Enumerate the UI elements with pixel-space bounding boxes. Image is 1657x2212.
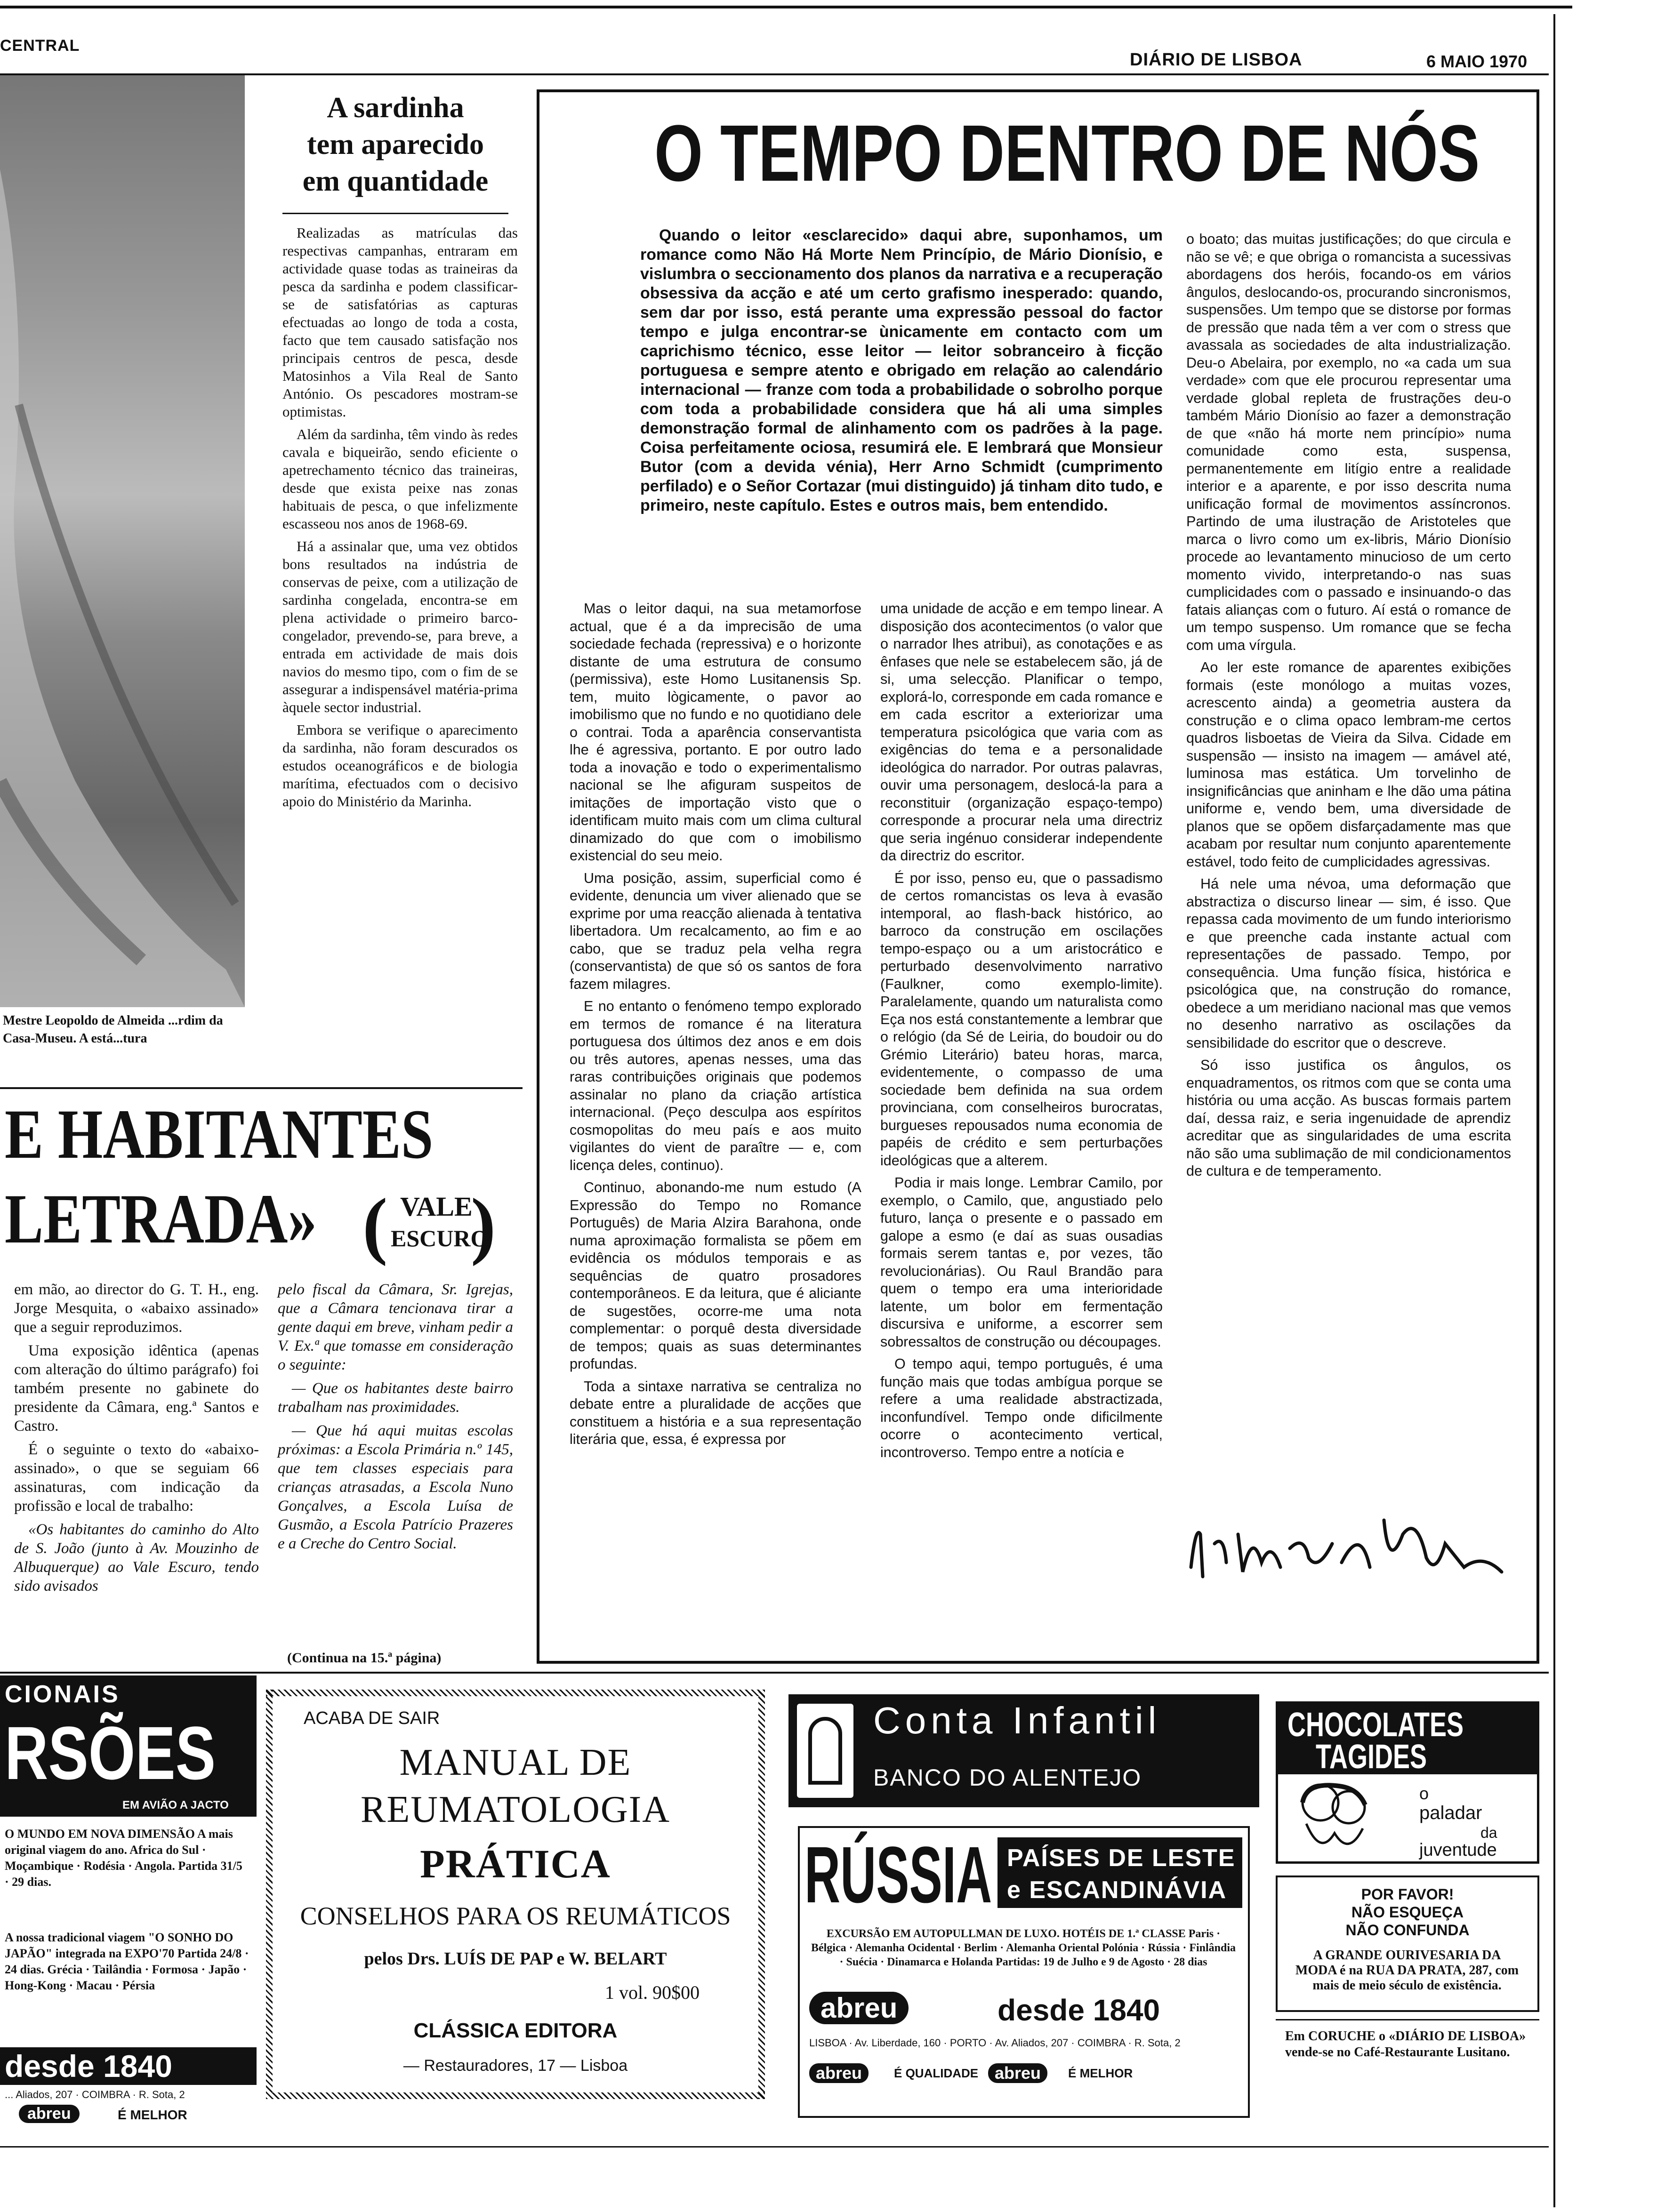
tempo-paragraph: Só isso justifica os ângulos, os enquadramentos, os ritmos com que se conta uma história ou uma acção. As buscas formais partem daí, dessa raiz, e seria ingenuidade de aprendiz acreditar que as singularidades de uma escrita não são uma sublimação de mil condicionamentos de cultura e de temperamento. (1186, 1057, 1511, 1179)
tempo-paragraph: o boato; das muitas justificações; do que circula e não se vê; e que obriga o romancista a sucessivas abordagens dos heróis, focando-os em vários ângulos, deslocando-os, procurando sincronismos, suspensões. Um tempo que se distorse por formas de pressão que nada têm a ver com o stress que avassala as sociedades de alta industrialização. Deu-o Abelaira, por exemplo, no «a cada um sua verdade» com que ele procurou representar uma verdade global repleta de frustrações deu-o também Mário Dionísio ao fazer a demonstração de que «não há morte nem princípio» numa comunidade como esta, suspensa, permanentemente em litígio entre a realidade interior e a aparente, e por isso descrita numa unificação formal de movimentos assíncronos. Partindo de uma ilustração de Aristoteles que marca o livro como um ex-libris, Mário Dionísio procede ao levantamento minucioso de um certo momento vivido, interpretando-o nas suas cumplicidades com o passado e insinuando-o das fatais alianças com o futuro. Aí está o romance de um tempo suspenso. Um romance que se fecha com uma vírgula. (1186, 231, 1511, 653)
manual-kicker: ACABA DE SAIR (304, 1708, 440, 1728)
tempo-paragraph: Uma posição, assim, superficial como é evidente, denuncia um viver alienado que se exprime por uma reacção alienada à tentativa libertadora. Um recalcamento, ao fim e ao cabo, que se traduz pela velha regra (conservantista) de que só os santos de fora fazem milagres. (570, 870, 861, 992)
bottom-rule (0, 2146, 1549, 2148)
tempo-headline: O TEMPO DENTRO DE NÓS (654, 109, 1480, 198)
ourivesaria-line1: POR FAVOR! (1361, 1886, 1454, 1903)
headline-escuro: ESCURO (391, 1225, 489, 1251)
sculpture-figure (0, 75, 245, 1007)
chocolates-title-1: CHOCOLATES (1287, 1706, 1464, 1744)
sardinha-paragraph: Há a assinalar que, uma vez obtidos bons resultados na indústria de conservas de peixe, com a utilização de sardinha congelada, encontra-se em plena actividade o primeiro barco-congelador, prevendo-se, para breve, a entrada em actividade de mais dois navios do mesmo tipo, com o fim de se assegurar a indispensável matéria-prima àquele sector industrial. (282, 538, 518, 715)
ourivesaria-body: A GRANDE OURIVESARIA DA MODA é na RUA DA PRATA, 287, com mais de meio século de existência. (1295, 1948, 1519, 1993)
manual-title-3: PRÁTICA (420, 1841, 611, 1886)
chocolates-slogan-3: da (1480, 1824, 1497, 1841)
newspaper-name: DIÁRIO DE LISBOA (1130, 50, 1303, 70)
habitantes-headline-2-row (5, 1181, 523, 1266)
habitantes-paragraph: — Que os habitantes deste bairro trabalham nas proximidades. (278, 1380, 513, 1416)
sardinha-paragraph: Embora se verifique o aparecimento da sardinha, não foram descurados os estudos oceanográficos e de biologia marítima, efectuados com o decisivo apoio do Ministério da Marinha. (282, 721, 518, 809)
headline-paren-open: ( (362, 1183, 388, 1266)
sardinha-headline-line1: A sardinha (327, 92, 464, 124)
tempo-paragraph: Ao ler este romance de aparentes exibições formais (este monólogo a muitas vozes, acrescento ainda) a geometria austera da construção e o clima opaco lembram-me certos quadros lisboetas de Vieira da Silva. Cidade em suspensão — insisto na imagem — amável até, luminosa mas estática. Um torvelinho de insignificâncias que aninham e lhe dão uma pátina uniforme e, vendo bem, uma diversidade de planos que se opõem disfarçadamente mas que acabam por resultar num conjunto aparentemente estável, todo feito de cumplicidades agressivas. (1186, 659, 1511, 870)
tempo-paragraph: E no entanto o fenómeno tempo explorado em termos de romance é na literatura portuguesa dos últimos dez anos e em dois ou três autores, apenas nesses, uma das raras contribuições originais que podemos assinalar no plano da criação artística internacional. (Peço desculpa aos espíritos cosmopolitas do meu país e aos muito vigilantes do vient de paraître — e, com licença deles, continuo). (570, 998, 861, 1173)
habitantes-paragraph: pelo fiscal da Câmara, Sr. Igrejas, que a Câmara tencionava tirar a gente daqui em breve, vinham pedir a V. Ex.ª que tomasse em consideração o seguinte: (278, 1281, 513, 1373)
bank-logo-icon (797, 1704, 853, 1798)
habitantes-top-rule (0, 1087, 523, 1089)
tempo-col1 (570, 600, 861, 1453)
issue-date: 6 MAIO 1970 (1426, 52, 1528, 71)
sardinha-body (282, 224, 518, 815)
sardinha-headline (273, 89, 518, 200)
manual-address: — Restauradores, 17 — Lisboa (403, 2057, 628, 2075)
russia-brand-small-2: abreu (988, 2063, 1047, 2083)
habitantes-paragraph: É o seguinte o texto do «abaixo-assinado», o que se seguiam 66 assinaturas, com indicação da profissão e local de trabalho: (14, 1441, 259, 1515)
sculpture-photo (0, 75, 245, 1007)
excursoes-subtitle: EM AVIÃO A JACTO (122, 1799, 229, 1811)
habitantes-paragraph: — Que há aqui muitas escolas próximas: a Escola Primária n.º 145, que tem classes especiais para crianças atrasadas, a Escola Nuno Gonçalves, a Escola Luísa de Gusmão, a Escola Patrício Prazeres e a Creche do Centro Social. (278, 1422, 513, 1552)
right-margin-rule (1553, 14, 1555, 2207)
ad-manual (266, 1690, 765, 2099)
ourivesaria-line2: NÃO ESQUEÇA (1351, 1904, 1464, 1921)
sardinha-paragraph: Realizadas as matrículas das respectivas campanhas, entraram em actividade quase todas as traineiras da pesca da sardinha e podem classificar-se de satisfatórias as capturas efectuadas ao longo de toda a costa, facto que tem causado satisfação nos principais centros de pesca, desde Matosinhos a Vila Real de Santo António. Os pescadores mostram-se optimistas. (282, 224, 518, 420)
top-border (0, 6, 1572, 8)
tempo-paragraph: É por isso, penso eu, que o passadismo de certos romancistas os leva à evasão intemporal, ao flash-back histórico, ao barroco da construção em oscilações tempo-espaço ou a um aristocrático e perturbado desenvolvimento narrativo (Faulkner, como exemplo-limite). Paralelamente, quando um naturalista como Eça nos está constantemente a lembrar que o relógio (da Sé de Leiria, do boudoir ou do Grémio Literário) bateu horas, marca, evidentemente, o compasso de uma sociedade bem definida na sua ordem provinciana, com conselheiros burocratas, burgueses repousados numa economia de papéis de crédito e sem perturbações ideológicas que a alterem. (880, 870, 1163, 1169)
conta-bank: BANCO DO ALENTEJO (873, 1764, 1142, 1791)
excursoes-brand: abreu (19, 2105, 80, 2123)
headline-vale: VALE (400, 1191, 473, 1222)
manual-title-1: MANUAL DE (399, 1742, 632, 1783)
manual-price: 1 vol. 90$00 (605, 1982, 700, 2003)
conta-title: Conta Infantil (873, 1699, 1161, 1741)
habitantes-paragraph: «Os habitantes do caminho do Alto de S. João (junto à Av. Mouzinho de Albuquerque) ao Vale Escuro, tendo sido avisados (14, 1521, 259, 1595)
children-illustration (1287, 1777, 1382, 1861)
ads-top-rule (0, 1672, 1549, 1674)
russia-details: EXCURSÃO EM AUTOPULLMAN DE LUXO. HOTÉIS DE 1.ª CLASSE Paris · Bélgica · Alemanha Ocidental · Berlim · Alemanha Oriental Polónia · Rússia · Finlândia · Suécia · Dinamarca e Holanda Partidas: 19 de Julho e 9 de Agosto · 28 dias (811, 1928, 1236, 1968)
continued-note: (Continua na 15.ª página) (287, 1650, 442, 1666)
excursoes-since: desde 1840 (5, 2049, 172, 2084)
signature-scribble (1182, 1506, 1511, 1591)
tempo-paragraph: Continuo, abonando-me num estudo (A Expressão do Tempo no Romance Português) de Maria Alzira Barahona, onde numa aproximação formalista se põem em evidência os módulos temporais e as sequências de quatro prosadores contemporâneos. E da leitura, que é aliciante de sugestões, ocorre-me uma nota complementar: o porquê desta diversidade de tempos; quais as suas determinantes profundas. (570, 1179, 861, 1372)
russia-since: desde 1840 (997, 1993, 1160, 2027)
tempo-paragraph: Podia ir mais longe. Lembrar Camilo, por exemplo, o Camilo, que, angustiado pelo futuro, lança o presente e o passado em galope a esmo (e daí as suas ousadias formais serem tantas e, por vezes, tão revolucionárias). Ou Raul Brandão para quem o tempo era uma interioridade latente, um bolor em fermentação discursiva e uniforme, a escorrer sem sobressaltos de construção ou découpages. (880, 1175, 1163, 1350)
excursoes-address: ... Aliados, 207 · COIMBRA · R. Sota, 2 (5, 2089, 185, 2100)
chocolates-slogan-4: juventude (1419, 1840, 1497, 1860)
tempo-col3 (1186, 231, 1511, 1185)
russia-brand: abreu (809, 1992, 909, 2024)
sardinha-rule (282, 213, 508, 214)
author-signature (1182, 1506, 1511, 1591)
coruche-note: Em CORUCHE o «DIÁRIO DE LISBOA» vende-se no Café-Restaurante Lusitano. (1285, 2029, 1526, 2060)
ad-conta-infantil (788, 1694, 1259, 1807)
excursoes-title: RSÕES (5, 1711, 216, 1795)
russia-line1: PAÍSES DE LESTE (1007, 1844, 1236, 1872)
manual-authors: pelos Drs. LUÍS DE PAP e W. BELART (364, 1949, 667, 1969)
excursoes-text2: A nossa tradicional viagem "O SONHO DO JAPÃO" integrada na EXPO'70 Partida 24/8 · 24 dias. Grécia · Tailândia · Formosa · Japão · Hong-Kong · Macau · Pérsia (5, 1931, 249, 1992)
russia-title: RÚSSIA (804, 1830, 992, 1920)
excursoes-text1: O MUNDO EM NOVA DIMENSÃO A mais original viagem do ano. Africa do Sul · Moçambique · Rodésia · Angola. Partida 31/5 · 29 dias. (5, 1827, 242, 1889)
tempo-paragraph: uma unidade de acção e em tempo linear. A disposição dos acontecimentos (o valor que o narrador lhes atribui), as conotações e as ênfases que nele se estabelecem são, já de si, uma selecção. Planificar o tempo, explorá-lo, corresponde em cada romance e em cada escritor a exteriorizar uma temperatura psicológica que varia com as exigências do tema e a personalidade ideológica do narrador. Por outras palavras, ouvir uma personagem, deslocá-la para a reconstituir (organização espaço-tempo) corresponde a procurar nela uma directriz que seria ingénuo considerar independente da directriz do escritor. (880, 601, 1163, 864)
photo-caption: Mestre Leopoldo de Almeida ...rdim da Casa-Museu. A está...tura (3, 1013, 223, 1046)
tempo-paragraph: O tempo aqui, tempo português, é uma função mais que todas ambígua porque se refere a uma realidade abstractizada, inconfundível. Tempo onde dificilmente ocorre o acontecimento vertical, incontroverso. Tempo entre a notícia e (880, 1356, 1163, 1460)
ourivesaria-line3: NÃO CONFUNDA (1345, 1922, 1470, 1939)
excursoes-tagline: É MELHOR (118, 2108, 187, 2122)
manual-title-2: REUMATOLOGIA (360, 1789, 671, 1830)
tempo-col2 (880, 600, 1163, 1466)
habitantes-col2 (278, 1280, 513, 1558)
chocolates-slogan-1: o (1419, 1784, 1429, 1803)
tempo-paragraph: Toda a sintaxe narrativa se centraliza no debate entre a pluralidade de acções que constituem a história e a sua representação literária que, essa, é expressa por (570, 1378, 861, 1447)
ad-chocolates (1276, 1701, 1539, 1864)
ad-excursoes (0, 1675, 257, 2127)
manual-border-top (266, 1690, 765, 1696)
russia-line2: e ESCANDINÁVIA (1007, 1876, 1227, 1904)
manual-border-bottom (266, 2092, 765, 2099)
section-label: CENTRAL (0, 37, 80, 55)
ad-russia (798, 1826, 1250, 2118)
manual-subtitle: CONSELHOS PARA OS REUMÁTICOS (300, 1902, 731, 1930)
headline-paren-close: ) (471, 1183, 496, 1266)
chocolates-title-2: TAGIDES (1316, 1738, 1427, 1776)
chocolates-slogan-2: paladar (1419, 1803, 1482, 1823)
habitantes-headline-2: LETRADA» (5, 1180, 317, 1258)
russia-tagline-a: É QUALIDADE (894, 2066, 979, 2080)
ad-ourivesaria (1276, 1875, 1539, 2012)
sardinha-headline-line2: tem aparecido (307, 128, 484, 160)
tempo-paragraph: Há nele uma névoa, uma deformação que abstractiza o discurso linear — sim, é isso. Que repassa cada movimento de um fundo interiorismo e que preenche cada instante actual com representações de passado. Tempo, por consequência. Uma função física, histórica e psicológica que, na construção do romance, obedece a um meridiano nacional mas que vemos no desenho narrativo as oscilações da sensibilidade do escritor que o descreve. (1186, 876, 1511, 1051)
russia-tagline-b: É MELHOR (1068, 2066, 1133, 2080)
manual-publisher: CLÁSSICA EDITORA (413, 2019, 618, 2042)
habitantes-col1 (14, 1280, 259, 1600)
habitantes-paragraph: em mão, ao director do G. T. H., eng. Jorge Mesquita, o «abaixo assinado» que a seguir reproduzimos. (14, 1281, 259, 1336)
excursoes-top: CIONAIS (5, 1681, 120, 1708)
tempo-intro: Quando o leitor «esclarecido» daqui abre, suponhamos, um romance como Não Há Morte Nem Princípio, de Mário Dionísio, e vislumbra o seccionamento dos planos da narrativa e a recuperação obsessiva da acção e até um certo grafismo inesperado: quando, sem dar por isso, está perante uma expressão pessoal do factor tempo e julga encontrar-se ùnicamente em contacto com um caprichismo técnico, esse leitor — leitor sobranceiro à ficção portuguesa e sempre atento e obrigado em relação ao calendário internacional — franze com toda a probabilidade o sobrolho porque com toda a probabilidade considera que há ali uma simples demonstração formal de alinhamento com os padrões à la page. Coisa perfeitamente ociosa, resumirá ele. E lembrará que Monsieur Butor (com a devida vénia), Herr Arno Schmidt (cumprimento perfilado) e o Señor Cortazar (mui distinguido) já tinham dito tudo, e primeiro, neste capítulo. Estes e outros mais, bem entendido. (640, 226, 1163, 514)
habitantes-headline-1: E HABITANTES (5, 1095, 434, 1173)
sardinha-headline-line3: em quantidade (302, 165, 489, 197)
sardinha-paragraph: Além da sardinha, têm vindo às redes cavala e biqueirão, sendo eficiente o apetrechamento técnico das traineiras, desde que exista peixe nas zonas habituais de pesca, o que infelizmente escasseou nos anos de 1968-69. (282, 426, 518, 532)
tempo-paragraph: Mas o leitor daqui, na sua metamorfose actual, que é a da imprecisão de uma sociedade fechada (repressiva) e o horizonte distante de uma estrutura de consumo (permissiva), este Homo Lusitanensis Sp. tem, muito lògicamente, o pavor ao imobilismo que no fundo e no quotidiano dele o contrai. Toda a aparência conservantista lhe é agressiva, portanto. E por outro lado toda a inovação e todo o experimentalismo nacional se lhe afiguram suspeitos de imitações de importação visto que o identificam muito mais com um clima cultural dinamizado do que com o imobilismo existencial do seu meio. (570, 601, 861, 864)
russia-address: LISBOA · Av. Liberdade, 160 · PORTO · Av. Aliados, 207 · COIMBRA · R. Sota, 2 (809, 2037, 1181, 2049)
habitantes-paragraph: Uma exposição idêntica (apenas com alteração do último parágrafo) foi também presente no gabinete do presidente da Câmara, eng.ª Santos e Castro. (14, 1342, 259, 1435)
russia-brand-small: abreu (809, 2063, 869, 2083)
coruche-rule (1276, 2019, 1539, 2020)
